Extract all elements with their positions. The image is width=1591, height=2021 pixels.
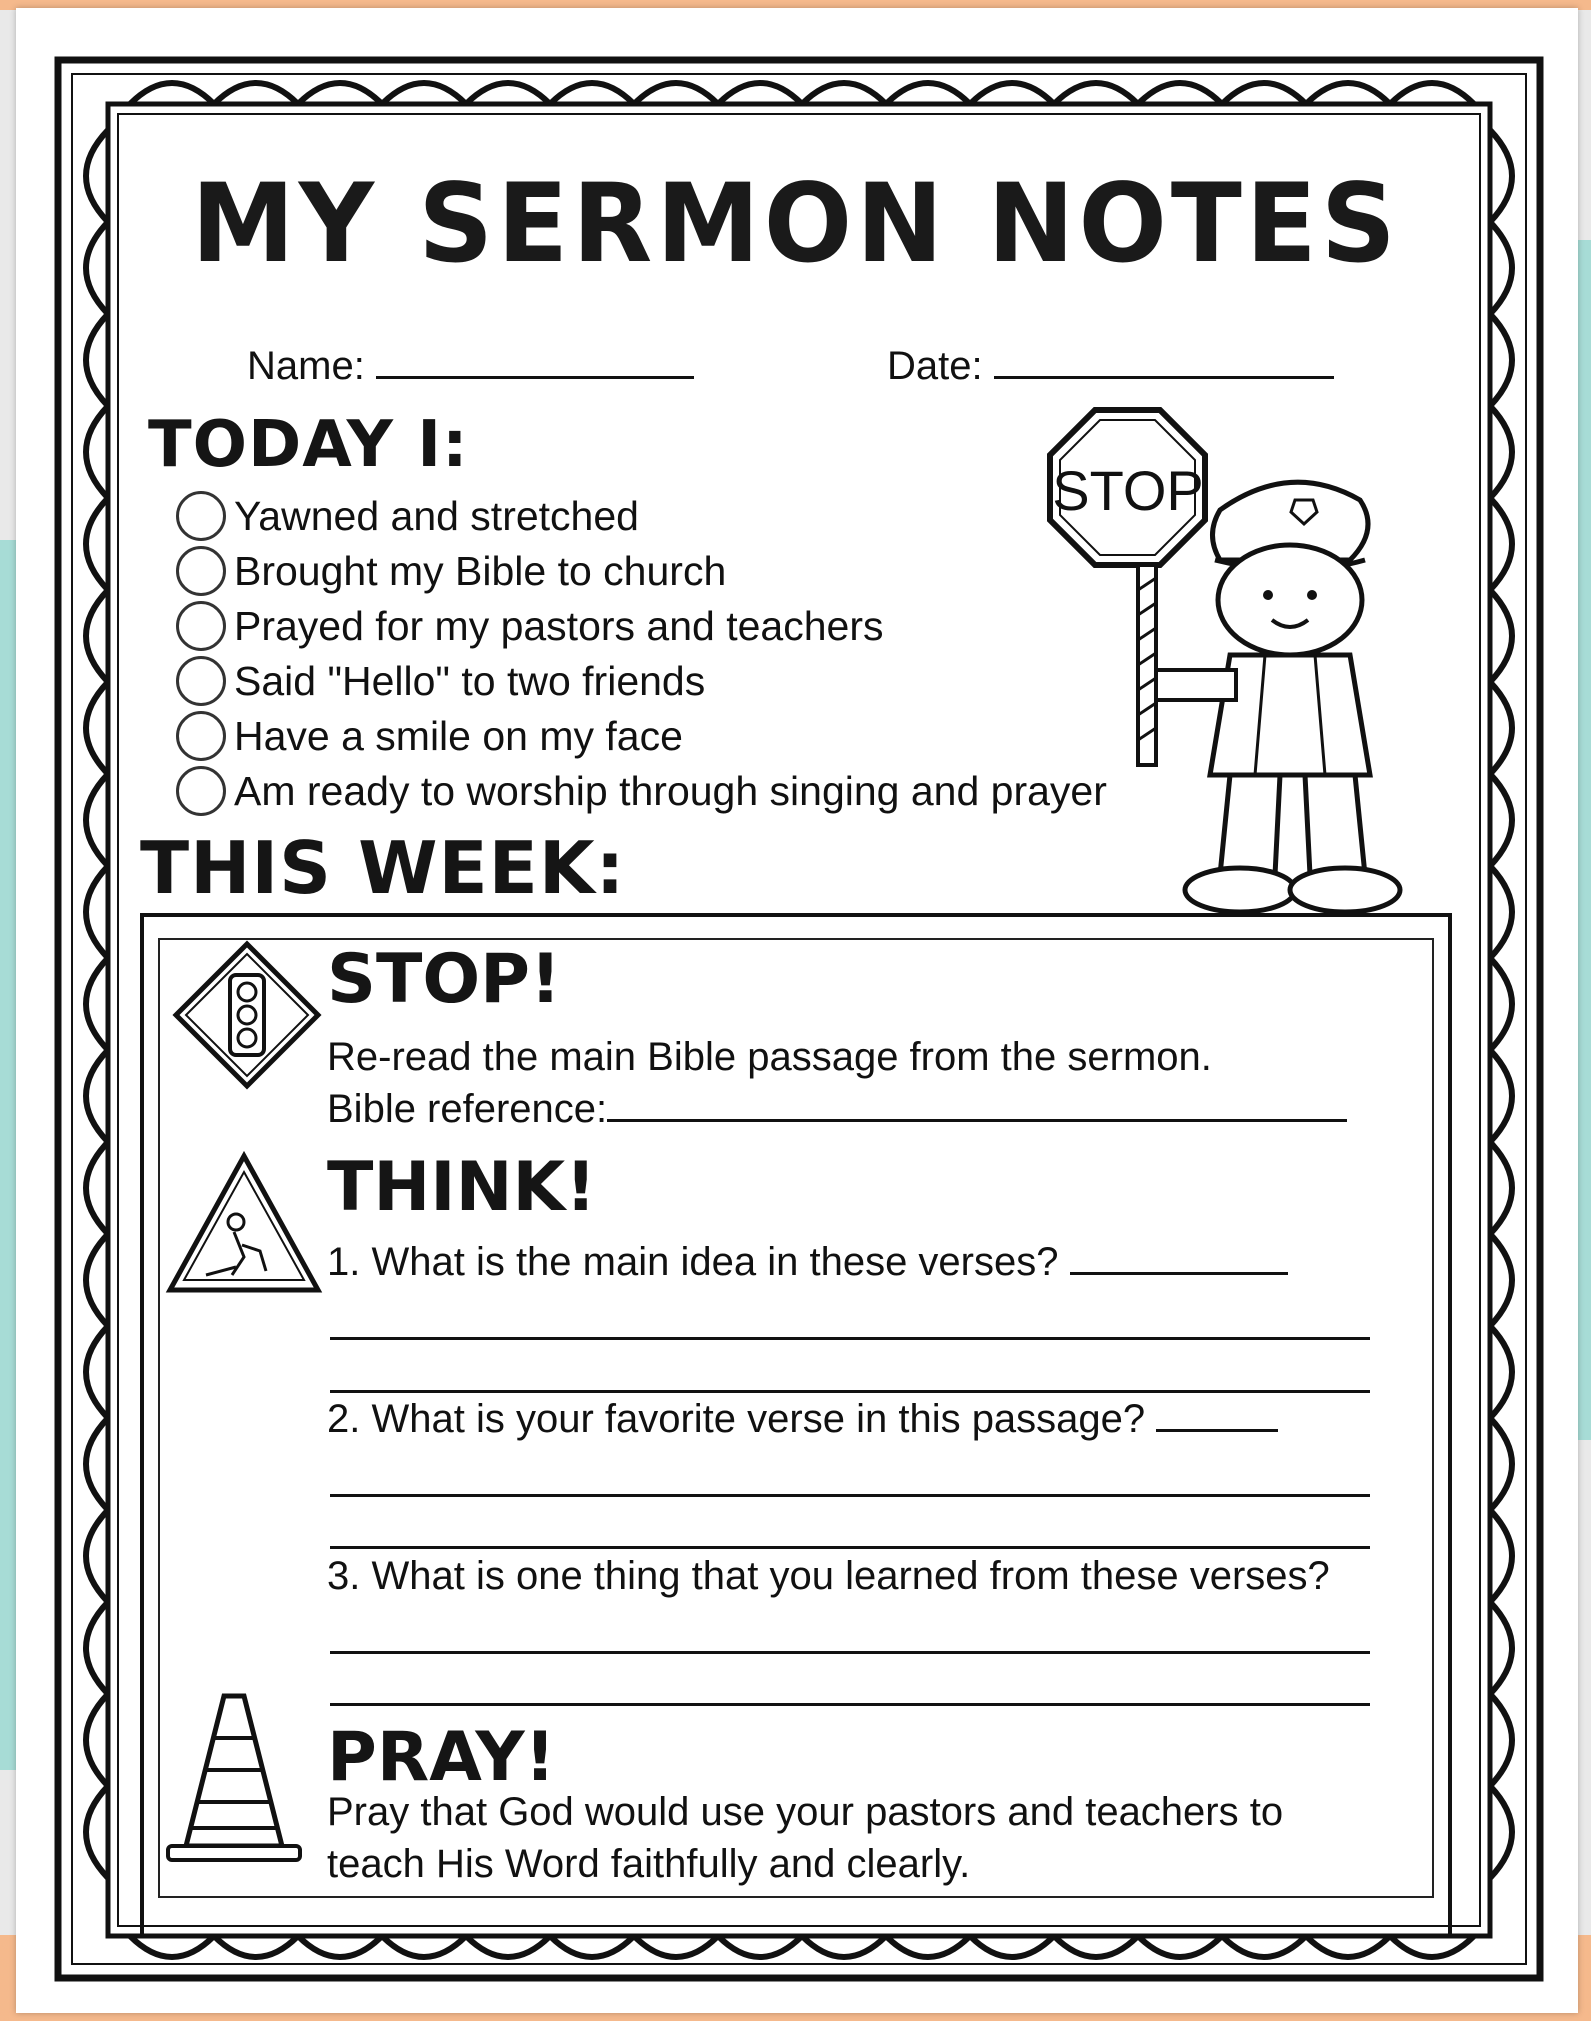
checklist-label: Prayed for my pastors and teachers [234,602,884,649]
checklist-item[interactable] [176,765,1107,817]
traffic-cone-icon [164,1690,304,1865]
this-week-heading: THIS WEEK: [140,826,626,910]
answer-line[interactable] [330,1546,1370,1549]
question-1-text: 1. What is the main idea in these verses? [327,1240,1059,1284]
date-line [994,344,1334,379]
checkbox-circle[interactable] [176,656,226,706]
stop-text: Re-read the main Bible passage from the sermon. [327,1035,1212,1079]
crossing-guard-boy-icon [1040,400,1440,920]
answer-line[interactable] [1070,1242,1288,1275]
date-field[interactable] [887,344,1334,389]
answer-line[interactable] [330,1494,1370,1497]
think-heading: THINK! [327,1148,597,1227]
question-1 [327,1240,1288,1285]
bible-reference-line [607,1089,1347,1122]
today-heading: TODAY I: [148,408,469,482]
answer-line[interactable] [1156,1399,1278,1432]
checklist-label: Yawned and stretched [234,492,639,539]
checkbox-circle[interactable] [176,711,226,761]
traffic-light-sign-icon [172,940,322,1090]
checklist-item[interactable] [176,545,726,597]
checklist-label: Brought my Bible to church [234,547,727,594]
checklist-label: Said "Hello" to two friends [234,657,706,704]
checklist-label: Have a smile on my face [234,712,683,759]
checklist-item[interactable] [176,490,639,542]
stop-heading: STOP! [327,940,562,1019]
question-3: 3. What is one thing that you learned from these verses? [327,1554,1330,1598]
answer-line[interactable] [330,1651,1370,1654]
bible-reference-field[interactable] [327,1087,1347,1132]
question-2-text: 2. What is your favorite verse in this passage? [327,1397,1146,1441]
bible-reference-label: Bible reference: [327,1087,608,1131]
answer-line[interactable] [330,1703,1370,1706]
checkbox-circle[interactable] [176,491,226,541]
checklist-label: Am ready to worship through singing and prayer [234,767,1107,814]
page-title: MY SERMON NOTES [191,158,1400,288]
checkbox-circle[interactable] [176,601,226,651]
stop-sign-text: STOP [1052,459,1204,522]
pray-text-line-2: teach His Word faithfully and clearly. [327,1842,971,1886]
checklist-item[interactable] [176,600,883,652]
pray-heading: PRAY! [327,1718,556,1797]
name-line [376,344,694,379]
pray-text-line-1: Pray that God would use your pastors and teachers to [327,1790,1284,1834]
answer-line[interactable] [330,1337,1370,1340]
name-field[interactable] [247,344,694,389]
answer-line[interactable] [330,1390,1370,1393]
checkbox-circle[interactable] [176,546,226,596]
name-label: Name: [247,344,365,388]
question-2 [327,1397,1278,1442]
checklist-item[interactable] [176,655,705,707]
checklist-item[interactable] [176,710,683,762]
date-label: Date: [887,344,983,388]
road-work-sign-icon [164,1150,324,1300]
checkbox-circle[interactable] [176,766,226,816]
